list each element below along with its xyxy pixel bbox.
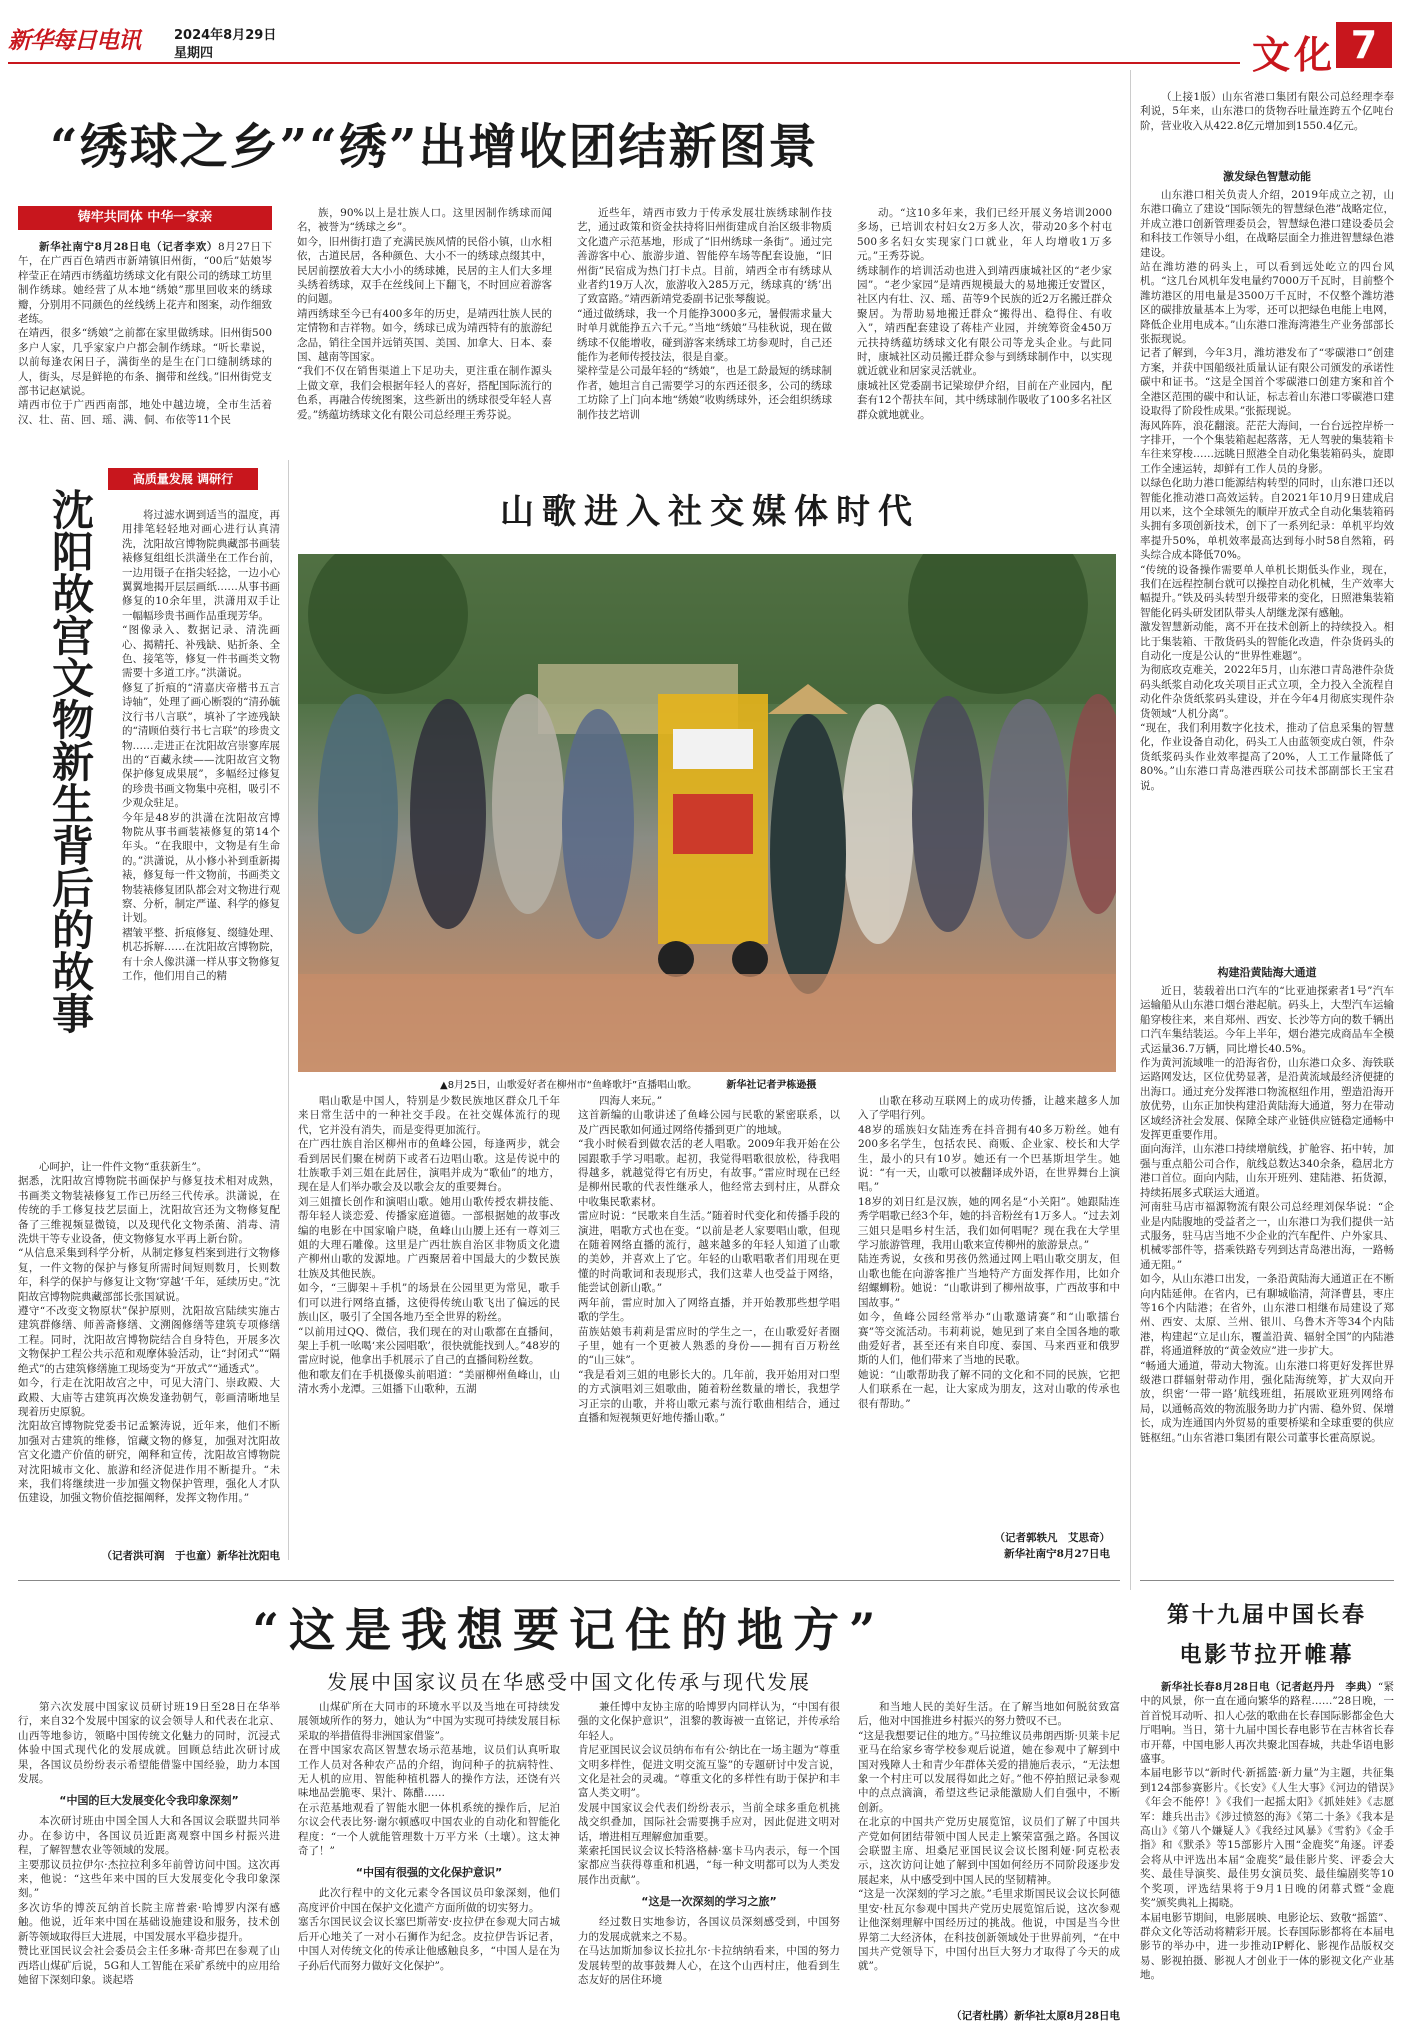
- shange-body-col3: 山歌在移动互联网上的成功传播，让越来越多人加入了学唱行列。 48岁的瑶族妇女陆连秀在抖音拥有40多万粉丝。她有200多名学生，包括农民、商贩、企业家、校长和大学生，最小的只有10岁。她还有一个巴基斯坦学生。她说：“有一天，山歌可以被翻译成外语，在世界舞台上演唱。” 18岁的刘日红是汉族，她的网名是“小关阳”。她跟陆连秀学唱歌已经3个年，她的抖音粉丝有1万多人。“过去刘三姐只是唱乡村生活，我们如何唱呢？现在我在大学里学习旅游管理，我用山歌来宣传柳州的旅游景点。” 陆连秀说，女孩和男孩仍然通过网上唱山歌交朋友，但山歌也能在向游客推广当地特产方面发挥作用，比如介绍螺蛳粉。她说：“山歌讲到了柳州故事，广西故事和中国故事。” 如今，鱼峰公园经常举办“山歌邀请赛”和“山歌擂台赛”等交流活动。韦莉莉说，她见到了来自全国各地的歌曲爱好者，甚至还有来自印度、泰国、马来西亚和俄罗斯的人们，他们带来了当地的民歌。 她说：“山歌帮助我了解不同的文化和不同的民族，它把人们联系在一起，让大家成为朋友，这对山歌的传承也很有帮助。”: [858, 1095, 1120, 1410]
- shenyang-body-col2: 心呵护，让一件件文物“重获新生”。 据悉，沈阳故宫博物院书画保护与修复技术相对成熟，书画类文物装裱修复工作已历经三代传承。洪潇说，在传统的手工修复技艺层面上，沈阳故宫还为文物修复配备了三维视频显微镜，以及现代化文物杀菌、消毒、清洗烘干等专业设备，使文物修复水平再上新台阶。 “从信息采集到科学分析，从制定修复档案到进行文物修复，一件文物的保护与修复所需时间短则数月，长则数年，科学的保护与修复让文物‘穿越’千年，延续历史。”沈阳故宫博物院典藏部部长张国斌说。 遵守“不改变文物原状”保护原则，沈阳故宫陆续实施古建筑群修缮、师善斋修缮、文溯阁修缮等建筑专项修缮工程。同时，沈阳故宫博物院结合自身特色，开展多次文物保护工程公共示范和观摩体验活动，让“封闭式”“隔绝式”的古建筑修缮施工现场变为“开放式”“通透式”。 如今，行走在沈阳故宫之中，可见大清门、崇政殿、大政殿、大庙等古建筑再次焕发逢勃朝气，彰画清晰地呈现着历史原貌。 沈阳故宫博物院党委书记孟繁涛说，近年来，他们不断加强对古建筑的维修，馆藏文物的修复，加强对沈阳故宫文化遗产价值的研究，阐释和宣传，沈阳故宫博物院对沈阳城市文化、旅游和经济促进作用不断提升。“未来，我们将继续进一步加强文物保护管理，强化人才队伍建设，加强文物价值挖掘阐释，发挥文物作用。”: [18, 1161, 280, 1505]
- jiyi-headline: “这是我想要记住的地方”: [252, 1603, 886, 1657]
- jiyi-col2-subhead: “中国有很强的文化保护意识”: [355, 1866, 503, 1880]
- changchun-headline-2: 电影节拉开帷幕: [1179, 1642, 1355, 1668]
- xiuqiu-lead: 8月27日下午，在广西百色靖西市新靖镇旧州街，“00后”姑娘岑梓莹正在靖西市绣蕴坊绣球文化有限公司的绣球工坊里制作绣球。她经营了从本地“绣娘”那里回收来的绣球瓣，分别用不同颜色的丝线绣上花卉和图案，动作细致老练。 在靖西，很多“绣娘”之前都在家里做绣球。旧州街500多户人家，几乎家家户户都会制作绣球。“听长辈说，以前每逢农闲日子，满街坐的是生在门口缝制绣球的人，街头，尽是鲜艳的布条、搁带和丝线。”旧州街党支部书记赵斌说。 靖西市位于广西西南部，地处中越边境，全市生活着汉、壮、苗、回、瑶、满、侗、布依等11个民: [18, 241, 272, 426]
- caption-text: ▲8月25日，山歌爱好者在柳州市“鱼峰歌圩”直播唱山歌。: [440, 1080, 698, 1091]
- shandong-body-2: 近日，装载着出口汽车的“比亚迪探索者1号”汽车运输船从山东港口烟台港起航。码头上，大型汽车运输船穿梭往来，来自郑州、西安、长沙等方向的数千辆出口汽车集结装运。今年上半年，烟台港完成商品车全模式运量36.7万辆，同比增长40.5%。 作为黄河流域唯一的沿海省份，山东港口众多、海铁联运路网发达，区位优势显著，是沿黄流域最经济便捷的出海口。通过充分发挥港口物流枢纽作用，塑造沿海开放优势，山东正加快构建沿黄陆海大通道，努力在带动区域经济社会发展、保障全球产业链供应链稳定通畅中发挥更重要作用。 面向海洋，山东港口持续增航线，扩舱容、拓中转，加强与重点船公司合作，航线总数达340余条，稳居北方港口首位。面向内陆，山东开班列、建陆港、拓货源，持续拓展多式联运大通道。 河南驻马店市福源物流有限公司总经理刘保华说：“企业是内陆腹地的受益者之一，山东港口为我们提供一站式服务，驻马店当地不少企业的汽车配件、户外家具、机械零部件等，搭乘铁路专列到达青岛港出海，一路畅通无阻。” 如今，从山东港口出发，一条沿黄陆海大通道正在不断向内陆延伸。在省内，已有聊城临清，菏泽曹县，枣庄等16个内陆港；在省外，山东港口相继布局建设了郑州、西安、太原、兰州、银川、乌鲁木齐等34个内陆港，构建起“立足山东，覆盖沿黄、辐射全国”的内陆港群，将通道释放的“黄金效应”进一步扩大。 “畅通大通道，带动大物流。山东港口将更好发挥世界级港口群辐射带动作用，强化陆海统筹，扩大双向开放，织密‘一带一路’航线班组，拓展欧亚班列网络布局，以通畅高效的物流服务助力扩内需、稳外贸、保增长，成为连通国内外贸易的重要桥梁和全球重要的供应链枢纽。”山东省港口集团有限公司董事长霍高原说。: [1140, 985, 1394, 1444]
- changchun-headline-1: 第十九届中国长春: [1166, 1602, 1367, 1628]
- shange-body-col2: 四海人来玩。” 这首新编的山歌讲述了鱼峰公园与民歌的紧密联系，以及广西民歌如何通过网络传播到更广的地域。 “我小时候看到做农活的老人唱歌。2009年我开始在公园跟歌手学习唱歌。起初，我觉得唱歌很放松，待我唱得越多，就越觉得它有历史，有故事。”雷应时现在已经是柳州民歌的代表性继承人，他经常去到村庄，从群众中收集民歌素材。 雷应时说：“民歌来自生活。”随着时代变化和传播手段的演进，唱歌方式也在变。“以前是老人家要唱山歌，但现在随着网络直播的流行，越来越多的年轻人知道了山歌的美妙，并喜欢上了它。年轻的山歌唱歌者们用现在更懂的时尚歌词和表现形式，我们这辈人也受益于网络，能尝试创新山歌。” 两年前，雷应时加入了网络直播，并开始教那些想学唱歌的学生。 苗族姑娘韦莉莉是雷应时的学生之一，在山歌爱好者圈子里，她有一个更被人熟悉的身份——拥有百万粉丝的“山三妹”。 “我是看刘三姐的电影长大的。几年前，我开始用对口型的方式演唱刘三姐歌曲，随着粉丝数量的增长，我想学习正宗的山歌，并将山歌元素与流行歌曲相结合，通过直播和短视频更好地传播山歌。”: [578, 1095, 840, 1424]
- section-title: 文化: [1252, 32, 1337, 77]
- masthead-rule: [8, 62, 1240, 64]
- shange-byline-1: （记者郭轶凡 艾思奇）: [994, 1532, 1110, 1544]
- shandong-intro: （上接1版）山东省港口集团有限公司总经理李奉利说，5年来，山东港口的货物吞吐量连跨五个亿吨台阶，营业收入从422.8亿元增加到1550.4亿元。: [1140, 91, 1394, 132]
- shenyang-body-col1: 将过滤水调到适当的温度，再用排笔轻轻地对画心进行认真清洗，沈阳故宫博物院典藏部书画装裱修复组组长洪潇坐在工作台前，一边用镊子在指尖轻捻，一边小心翼翼地揭开层层画纸……从事书画修复的10余年里，洪潇用双手让一幅幅珍贵书画作品重现芳华。 “图像录入、数据记录、清洗画心、揭精托、补残缺、贴折条、全色、接笔等，修复一件书画类文物需要十多道工序。”洪潇说。 修复了折痕的“清嘉庆帝楷书五言诗轴”，处理了画心断裂的“清孙毓汶行书八言联”，填补了字迹残缺的“清顾伯葵行书七言联”的珍贵文物……走进正在沈阳故宫崇寥库展出的“百藏永续——沈阳故宫文物保护修复成果展”，多幅经过修复的珍贵书画文物集中亮相，吸引不少观众驻足。 今年是48岁的洪潇在沈阳故宫博物院从事书画装裱修复的第14个年头。“在我眼中，文物是有生命的。”洪潇说，从小修小补到重新揭裱，修复每一件文物前，书画类文物装裱修复团队都会对文物进行观察、分析，制定严谨、科学的修复计划。 褶皱平整、折痕修复、缀缝处理、机芯拆解……在沈阳故宫博物院，有十余人像洪潇一样从事文物修复工作，他们用自己的精: [122, 509, 280, 982]
- newspaper-logo: 新华每日电讯: [8, 27, 140, 54]
- issue-date: 2024年8月29日: [174, 28, 277, 43]
- issue-weekday: 星期四: [174, 46, 214, 61]
- shandong-subhead-1: 激发绿色智慧动能: [1223, 170, 1311, 183]
- jiyi-col2-body: 此次行程中的文化元素令各国议员印象深刻，他们高度评价中国在保护文化遗产方面所做的切实努力。 塞舌尔国民议会议长塞巴斯蒂安·皮拉伊在参观大同古城后开心地关了一对小石狮作为纪念。皮拉伊告诉记者，中国人对传统文化的传承让他感触良多，“中国人是在为子孙后代而努力做好文化保护”。: [298, 1887, 560, 1972]
- masthead: [0, 0, 1401, 77]
- jiyi-subheadline: 发展中国家议员在华感受中国文化传承与现代发展: [327, 1670, 811, 1694]
- jiyi-col1: [18, 1700, 280, 2024]
- xiuqiu-body-col3: 近些年，靖西市致力于传承发展壮族绣球制作技艺，通过政策和资金扶持将旧州街建成自治区级非物质文化遗产示范基地，形成了“旧州绣球一条街”。通过完善游客中心、旅游步道、智能停车场等配套设施，“旧州街”民宿成为热门打卡点。目前，靖西全市有绣球从业者约19万人次，旅游收入285万元，绣球真的‘绣’出了致富路。”靖西新靖党委副书记张琴馥说。 “通过做绣球，我一个月能挣3000多元，暑假需求量大时单月就能挣五六千元。”当地“绣娘”马桂秋说，现在做绣球不仅能增收，碰到游客来绣球工坊参观时，自己还能作为老师传授技法，很是自豪。 梁梓莹是公司最年轻的“绣娘”，也是工龄最短的绣球制作者，她坦言自己需要学习的东西还很多，公司的绣球工坊除了上门向本地“绣娘”收购绣球外，还会组织绣球制作技艺培训: [577, 207, 832, 421]
- shange-headline: 山歌进入社交媒体时代: [500, 492, 920, 532]
- shandong-body-1: 山东港口相关负责人介绍，2019年成立之初，山东港口确立了建设“国际领先的智慧绿色港”战略定位，并成立港口创新管理委员会，智慧绿色港口建设委员会和科技工作领导小组，在战略层面全力推进智慧绿色港建设。 站在潍坊港的码头上，可以看到远处屹立的四台风机。“这几台风机年发电量约7000万千瓦时，目前整个潍坊港区的用电量是3500万千瓦时，不仅整个潍坊港区的碳排放量基本上为零，还可以把绿色电能上电网，降低企业用电成本。”山东港口淮海湾港生产业务部部长张振现说。 记者了解到，今年3月，潍坊港发布了“零碳港口”创建方案，并获中国船级社质量认证有限公司颁发的承诺性碳中和证书。“这是全国首个零碳港口创建方案和首个全港区范围的碳中和认证，标志着山东港口零碳港口建设取得了阶段性成果。”张振现说。 海风阵阵，浪花翻滚。茫茫大海间，一台台远控岸桥一字排开，一个个集装箱起起落落，无人驾驶的集装箱卡车往来穿梭……远眺日照港全自动化集装箱码头，旋即工作全速运转，却鲜有工作人员的身影。 以绿色化助力港口能源结构转型的同时，山东港口还以智能化推动港口高效运转。自2021年10月9日建成启用以来，这个全球领先的顺岸开放式全自动化集装箱码头拥有多项创新技术，创下了一系列纪录：单机平均效率提升50%，单机效率最高达到每小时58自然箱，码头综合成本降低70%。 “传统的设备操作需要单人单机长期低头作业，现在，我们在远程控制台就可以操控自动化机械，生产效率大幅提升。”铁及码头转型升级带来的变化，日照港集装箱智能化码头研发团队带头人胡继龙深有感触。 激发智慧新动能，离不开在技术创新上的持续投入。相比于集装箱、干散货码头的智能化改造，件杂货码头的自动化一度是公认的“世界性难题”。 为彻底攻克难关，2022年5月，山东港口青岛港件杂货码头纸浆自动化攻关项目正式立项，全力投入全流程自动化件杂货纸浆码头建设，并在今年4月彻底实现件杂货领域“人机分离”。 “现在，我们利用数字化技术，推动了信息采集的智慧化，作业设备自动化，码头工人由蓝领变成白领，件杂货纸浆码头作业效率提高了20%，人工工作量降低了80%。”山东港口青岛港西联公司技术部副部长王宝君说。: [1140, 189, 1394, 792]
- shenyang-title: 沈阳故宫文物新生背后的故事: [46, 488, 95, 1034]
- jiyi-col2: [298, 1700, 560, 2024]
- jiyi-col3-lead: 兼任博中友协主席的哈博罗内同样认为，“中国有很强的文化保护意识”，沮黎的教诲被一直铭记，并传承给年轻人。 肯尼亚国民议会议员纳布布有公·纳比在一场主题为“尊重文明多样性，促进文明交流互鉴”的专题研讨中发言说，文化是社会的灵魂。“尊重文化的多样性有助于保护和丰富人类文明”。 发展中国家议会代表们纷纷表示，当前全球多重危机挑战交织叠加，国际社会需要携手应对，因此促进文明对话，增进相互理解愈加重要。 莱索托国民议会议长特洛格赫·塞卡马内表示，每一个国家都应当获得尊重和机遇，“每一种文明都可以为人类发展作出贡献”。: [578, 1701, 840, 1886]
- changchun-body-wrap: [1140, 1680, 1394, 2024]
- changchun-body: “紧中的风景，你一直在通向繁华的路程……”28日晚，一首首悦耳动听、扣人心弦的歌曲在长春国际影都金色大厅唱响。当日，第十九届中国长春电影节在吉林省长春市开幕，中国电影人再次共聚北国春城，共赴华语电影盛事。 本届电影节以“新时代·新摇篮·新力量”为主题，共征集到124部参赛影片。《长安》《人生大事》《河边的错误》《年会不能停！》《我们一起摇太阳》《抓娃娃》《志愿军：雄兵出击》《涉过愤怒的海》《第二十条》《我本是高山》《第八个嫌疑人》《我经过风暴》《雪豹》《金手指》和《默杀》等15部影片入围“金鹿奖”角逐。评委会将从中评选出本届“金鹿奖”最佳影片奖、评委会大奖、最佳导演奖、最佳男女演员奖、最佳编剧奖等10个奖项，评选结果将于9月1日晚的闭幕式暨“金鹿奖”颁奖典礼上揭晓。 本届电影节期间，电影展映、电影论坛、致敬“摇篮”、群众文化等活动将精彩开展。长春国际影都将在本届电影节的举办中，进一步推动IP孵化、影视作品版权交易、影视拍摄、影视人才创业于一体的影视文化产业基地。: [1140, 1681, 1394, 1982]
- jiyi-col1-lead: 第六次发展中国家议员研讨班19日至28日在华举行，来自32个发展中国家的议会领导人和代表在北京、山西等地参访，领略中国传统文化魅力的同时，沉浸式体验中国式现代化的发展成就。回顾总结此次研讨成果，各国议员纷纷表示希望能借鉴中国经验，助力本国发展。: [18, 1701, 280, 1786]
- shange-photo-caption: [440, 1076, 1080, 1091]
- jiyi-col1-subhead: “中国的巨大发展变化令我印象深刻”: [59, 1794, 239, 1808]
- shange-byline-2: 新华社南宁8月27日电: [1004, 1548, 1110, 1560]
- jiyi-byline: （记者杜鹃）新华社太原8月28日电: [951, 2010, 1120, 2022]
- article-xiuqiu-headline: “绣球之乡”“绣”出增收团结新图景: [50, 119, 819, 175]
- photo-scene-svg: [298, 554, 1116, 1072]
- xiuqiu-body-col2: 族，90%以上是壮族人口。这里因制作绣球而闻名，被誉为“绣球之乡”。 如今，旧州街打造了充满民族风情的民俗小镇，山水相依，古道民居，各种颜色、大小不一的绣球点缀其中，民居前摆放着大大小小的绣球摊，民居的主人们大多埋头绣着绣球，双手在丝线间上下翻飞，不时回应着游客的问题。 靖西绣球至今已有400多年的历史，是靖西壮族人民的定情物和吉祥物。如今，绣球已成为靖西特有的旅游纪念品，销往全国并远销英国、美国、加拿大、日本、泰国、越南等国家。 “我们不仅在销售渠道上下足功夫，更注重在制作源头上做文章，我们会根据年轻人的喜好，搭配国际流行的色系，再融合传统图案，这些新出的绣球很受年轻人喜爱。”绣蕴坊绣球文化有限公司总经理王秀芬说。: [297, 207, 552, 421]
- xiuqiu-body-col1: [18, 240, 272, 450]
- shange-photo: [298, 554, 1116, 1072]
- page-number: 7: [1336, 22, 1392, 68]
- jiyi-col3: [578, 1700, 840, 2024]
- shange-body-col1: 唱山歌是中国人，特别是少数民族地区群众几千年来日常生活中的一种社交手段。在社交媒体流行的现代，它并没有消失，而是变得更加流行。 在广西壮族自治区柳州市的鱼峰公园，每逢两步，就会看到居民们聚在树荫下或者石边唱山歌。这是传说中的壮族歌手刘三姐在此居住，演唱并成为“歌仙”的地方，现在是人们举办歌会及以歌会友的重要舞台。 刘三姐擅长创作和演唱山歌。她用山歌传授农耕技能、帮年轻人谈恋爱、传播家庭道德。一部根据她的故事改编的电影在中国家喻户晓，鱼峰山山腰上还有一尊刘三姐的大理石雕像。这里是广西壮族自治区非物质文化遗产柳州山歌的发源地。广西聚居着中国最大的少数民族壮族及其他民族。 如今，“三脚架＋手机”的场景在公园里更为常见，歌手们可以进行网络直播，这使得传统山歌飞出了偏远的民族山区，吸引了全国各地乃至全世界的粉丝。 “以前用过QQ、微信，我们现在的对山歌都在直播间，架上手机一吆喝‘来公园唱歌’，很快就能找到人。”48岁的雷应时说，他拿出手机展示了自己的直播间粉丝数。 他和歌友们在手机摄像头前唱道：“美丽柳州鱼峰山，山清水秀小龙潭。三姐播下山歌种，五湖: [298, 1095, 560, 1396]
- shenyang-kicker: 高质量发展 调研行: [108, 468, 258, 490]
- jiyi-col4: 和当地人民的美好生活。在了解当地如何脱贫致富后，他对中国推进乡村振兴的努力赞叹不已。 “这是我想要记住的地方。”马拉维议员弗朗西斯·贝莱卡尼亚马在给家乡寄学校参观后说道，她在参观中了解到中国对残障人士和青少年群体关爱的措施后表示，“无法想象一个村庄可以发展得如此之好。”他不停拍照记录参观中的点点滴滴，希望这些记录能激励人们自强中，不断创新。 在北京的中国共产党历史展览馆，议员们了解了中国共产党如何团结带领中国人民走上繁荣富强之路。各国议会联盟主席、坦桑尼亚国民议会议长图利娅·阿克松表示，这次访问让她了解到中国如何经历不同阶段逐步发展起来，从中感受到中国人民的坚韧精神。 “这是一次深刻的学习之旅。”毛里求斯国民议会议长阿德里安·杜瓦尔参观中国共产党历史展览馆后说，这次参观让他深刻理解中国经历过的挑战。他说，中国是当今世界第二大经济体，在科技创新领域处于世界前列，“在中国共产党领导下，中国付出巨大努力才取得了今天的成就”。: [858, 1701, 1120, 1973]
- xiuqiu-body-col4: 动。“这10多年来，我们已经开展义务培训2000多场，已培训农村妇女2万多人次，带动20多个村屯500多名妇女实现家门口就业，年人均增收1万多元。”王秀芬说。 绣球制作的培训活动也进入到靖西康城社区的“老少家园”。“老少家园”是靖西规模最大的易地搬迁安置区，社区内有壮、汉、瑶、苗等9个民族的近2万名搬迁群众聚居。为帮助易地搬迁群众“搬得出、稳得住、有收入”，靖西配套建设了蒋桂产业园，并统筹资金450万元扶持绣蕴坊绣球文化有限公司等龙头企业。与此同时，康城社区动员搬迁群众参与到绣球制作中，以实现就近就业和居家灵活就业。 康城社区党委副书记梁琼伊介绍，目前在产业园内，配套有12个帮扶车间，其中绣球制作吸收了100多名社区群众就地就业。: [857, 207, 1112, 421]
- shandong-subhead-2: 构建沿黄陆海大通道: [1217, 966, 1317, 979]
- changchun-dateline: 新华社长春8月28日电（记者赵丹丹 李典）: [1161, 1681, 1378, 1693]
- shenyang-byline: （记者洪可润 于也童）新华社沈阳电: [101, 1550, 280, 1562]
- jiyi-col3-subhead: “这是一次深刻的学习之旅”: [641, 1895, 777, 1909]
- xiuqiu-dateline: 新华社南宁8月28日电（记者李欢）: [39, 241, 218, 253]
- jiyi-col3-body: 经过数日实地参访，各国议员深刻感受到，中国努力的发展成就来之不易。 在马达加斯加参议长拉扎尔·卡拉纳纳看来，中国的努力发展转型的故事鼓舞人心，在这个山西村庄，他看到生态友好的居住环境: [578, 1916, 840, 1986]
- jiyi-col2-lead: 山煤矿所在大同市的环境水平以及当地在可持续发展领域所作的努力，她认为“中国为实现可持续发展目标采取的举措值得非洲国家借鉴”。 在晋中国家农高区智慧农场示范基地，议员们认真听取工作人员对各种农产品的介绍，询问种子的抗病特性、无人机的应用、智能种植机器人的操作方法，还饶有兴味地品尝脆枣、果汁、陈醋…… 在示范基地观看了智能水肥一体机系统的操作后，尼泊尔议会代表比努·谢尔顿感叹中国农业的自动化和智能化程度：“一个人就能管理数十万平方米（土壤）。这太神奇了！”: [298, 1701, 560, 1858]
- xiuqiu-kicker: 铸牢共同体 中华一家亲: [18, 206, 272, 230]
- jiyi-col1-body: 本次研讨班由中国全国人大和各国议会联盟共同举办。在参访中，各国议员近距离观察中国乡村振兴进程，了解智慧农业等领域的发展。 主要那议员拉伊尔·杰拉拉利多年前曾访问中国。这次再来，他说：“这些年来中国的巨大发展变化令我印象深刻。” 多次访华的博茨瓦纳首长院主席普索·哈博罗内深有感触。他说，近年来中国在基础设施建设和服务，技术创新等领域取得巨大进展，中国发展水平稳步提升。 赞比亚国民议会社会委员会主任多琳·奇邦巴在参观了山西塔山煤矿后说，5G和人工智能在采矿系统中的应用给她留下深刻印象。谈起塔: [18, 1815, 280, 1986]
- photo-credit: 新华社记者尹栋逊摄: [726, 1080, 817, 1091]
